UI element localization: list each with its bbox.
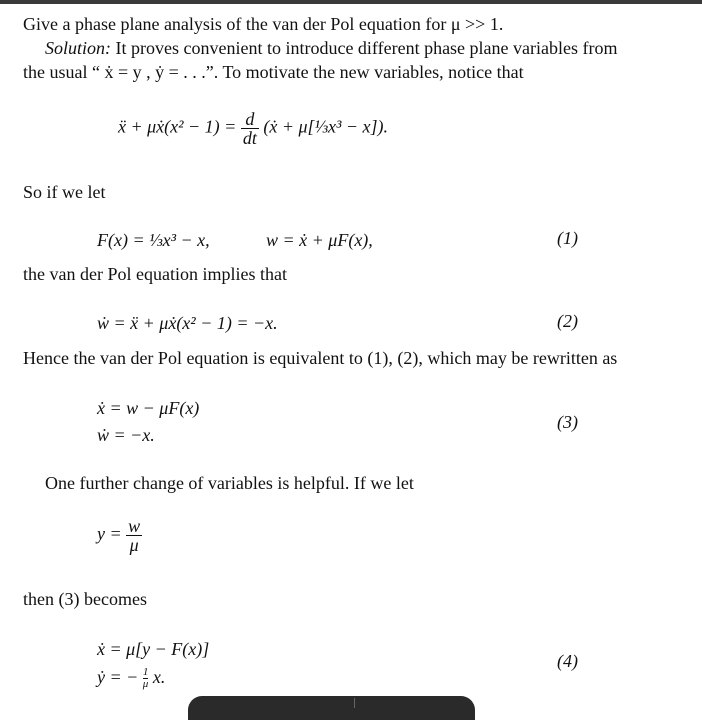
w-over-mu-fraction	[126, 517, 142, 554]
equation-1-number: (1)	[557, 228, 578, 248]
bottom-toolbar[interactable]	[188, 696, 475, 720]
y-definition	[97, 517, 142, 554]
equation-2-number: (2)	[557, 311, 578, 331]
w-numerator: w	[128, 516, 141, 536]
implies-text: the van der Pol equation implies that	[23, 264, 287, 284]
equation-4-line-2	[97, 665, 165, 690]
hence-text: Hence the van der Pol equation is equivalent to (1), (2), which may be rewritten as	[23, 348, 618, 368]
problem-prompt: Give a phase plane analysis of the van der Pol equation for μ >> 1.	[23, 14, 504, 34]
one-numerator: 1	[142, 666, 149, 679]
solution-label: Solution:	[45, 38, 111, 58]
solution-line	[45, 37, 618, 59]
d-numerator: d	[245, 109, 255, 129]
toolbar-divider	[354, 698, 355, 708]
equation-4-line-1: ẋ = μ[y − F(x)]	[97, 639, 210, 659]
mu-small-denominator: μ	[142, 678, 149, 691]
equation-4-number: (4)	[557, 651, 578, 671]
top-bar	[0, 0, 702, 4]
equation-2: ẇ = ẍ + μẋ(x² − 1) = −x.	[97, 313, 278, 333]
equation-3-line-2: ẇ = −x.	[97, 425, 155, 445]
then-text: then (3) becomes	[23, 589, 147, 609]
mu-denominator: μ	[126, 535, 142, 554]
one-over-mu-fraction	[143, 667, 149, 690]
equation-3-number: (3)	[557, 412, 578, 432]
motivating-rhs: (ẋ + μ[⅓x³ − x]).	[263, 116, 389, 137]
dt-denominator: dt	[242, 128, 257, 148]
so-if-text: So if we let	[23, 182, 106, 202]
equation-1-right: w = ẋ + μF(x),	[266, 230, 373, 250]
d-dt-fraction	[241, 110, 259, 147]
eq4-lhs: ẏ = −	[97, 667, 139, 687]
equation-3-line-1: ẋ = w − μF(x)	[97, 398, 200, 418]
eq4-tail: x.	[152, 667, 166, 687]
motivating-lhs: ẍ + μẋ(x² − 1) =	[118, 116, 241, 137]
equation-1-left: F(x) = ⅓x³ − x,	[97, 230, 210, 250]
y-def-lhs: y =	[97, 523, 122, 544]
solution-text: It proves convenient to introduce different phase plane variables from	[115, 38, 618, 58]
solution-line-3: the usual “ ẋ = y , ẏ = . . .”. To motivate the new variables, notice that	[23, 62, 524, 82]
motivating-equation	[118, 110, 388, 147]
further-text: One further change of variables is helpful. If we let	[45, 473, 414, 493]
